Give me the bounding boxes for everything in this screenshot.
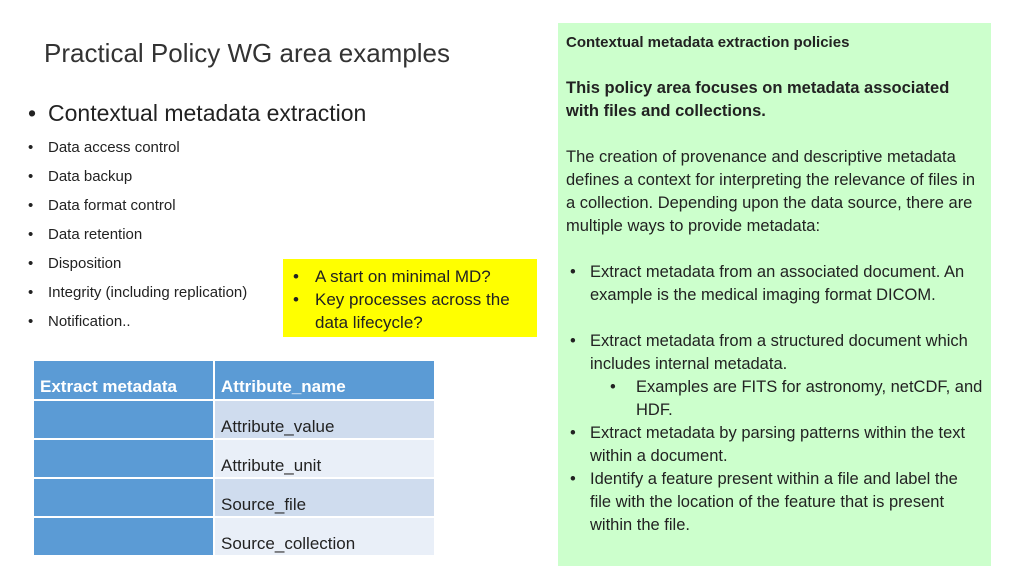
table-cell-empty (33, 400, 214, 439)
callout-item: • A start on minimal MD? (291, 265, 529, 288)
table-cell: Attribute_value (214, 400, 435, 439)
table-cell: Source_collection (214, 517, 435, 556)
table-cell-empty (33, 517, 214, 556)
bullet-item: • Notification.. (28, 313, 366, 342)
table-row (33, 517, 435, 556)
panel-heading: Contextual metadata extraction policies (566, 34, 850, 51)
panel-bullet: • Identify a feature present within a file and label the file with the location of the feature that is present within the file. (566, 468, 983, 537)
bullet-item: • Data retention (28, 226, 366, 255)
table-header-cell: Extract metadata (33, 360, 214, 400)
bullet-main: • Contextual metadata extraction (28, 100, 366, 127)
panel-bullet: • Extract metadata from an associated document. An example is the medical imaging format DICOM. (566, 261, 983, 307)
table-header-cell: Attribute_name (214, 360, 435, 400)
bullet-item: • Data format control (28, 197, 366, 226)
table-cell: Attribute_unit (214, 439, 435, 478)
callout-item: • Key processes across the data lifecycle? (291, 288, 529, 334)
yellow-callout (283, 259, 537, 337)
table-header-row (33, 360, 435, 400)
table-row (33, 439, 435, 478)
bullet-item: • Disposition (28, 255, 366, 284)
slide-title: Practical Policy WG area examples (44, 38, 451, 68)
table-cell-empty (33, 478, 214, 517)
panel-body: The creation of provenance and descriptive metadata defines a context for interpreting the relevance of files in a collection. Depending upon the data source, there are multiple ways to provide metadata: (566, 148, 976, 235)
bullet-item: • Integrity (including replication) (28, 284, 366, 313)
bullet-item: • Data access control (28, 139, 366, 168)
table-cell: Source_file (214, 478, 435, 517)
panel-bullets (566, 330, 983, 537)
policy-description-panel (558, 23, 991, 566)
panel-bullet: • Extract metadata by parsing patterns within the text within a document. (566, 422, 983, 468)
table-cell-empty (33, 439, 214, 478)
table-row (33, 478, 435, 517)
table-row (33, 400, 435, 439)
panel-bullet: • Extract metadata from a structured document which includes internal metadata. (566, 330, 983, 376)
panel-intro: This policy area focuses on metadata associated with files and collections. (566, 79, 950, 120)
panel-bullets (566, 261, 983, 307)
metadata-table (32, 359, 436, 557)
bullet-item: • Data backup (28, 168, 366, 197)
panel-sub-bullet: • Examples are FITS for astronomy, netCDF, and HDF. (566, 376, 983, 422)
